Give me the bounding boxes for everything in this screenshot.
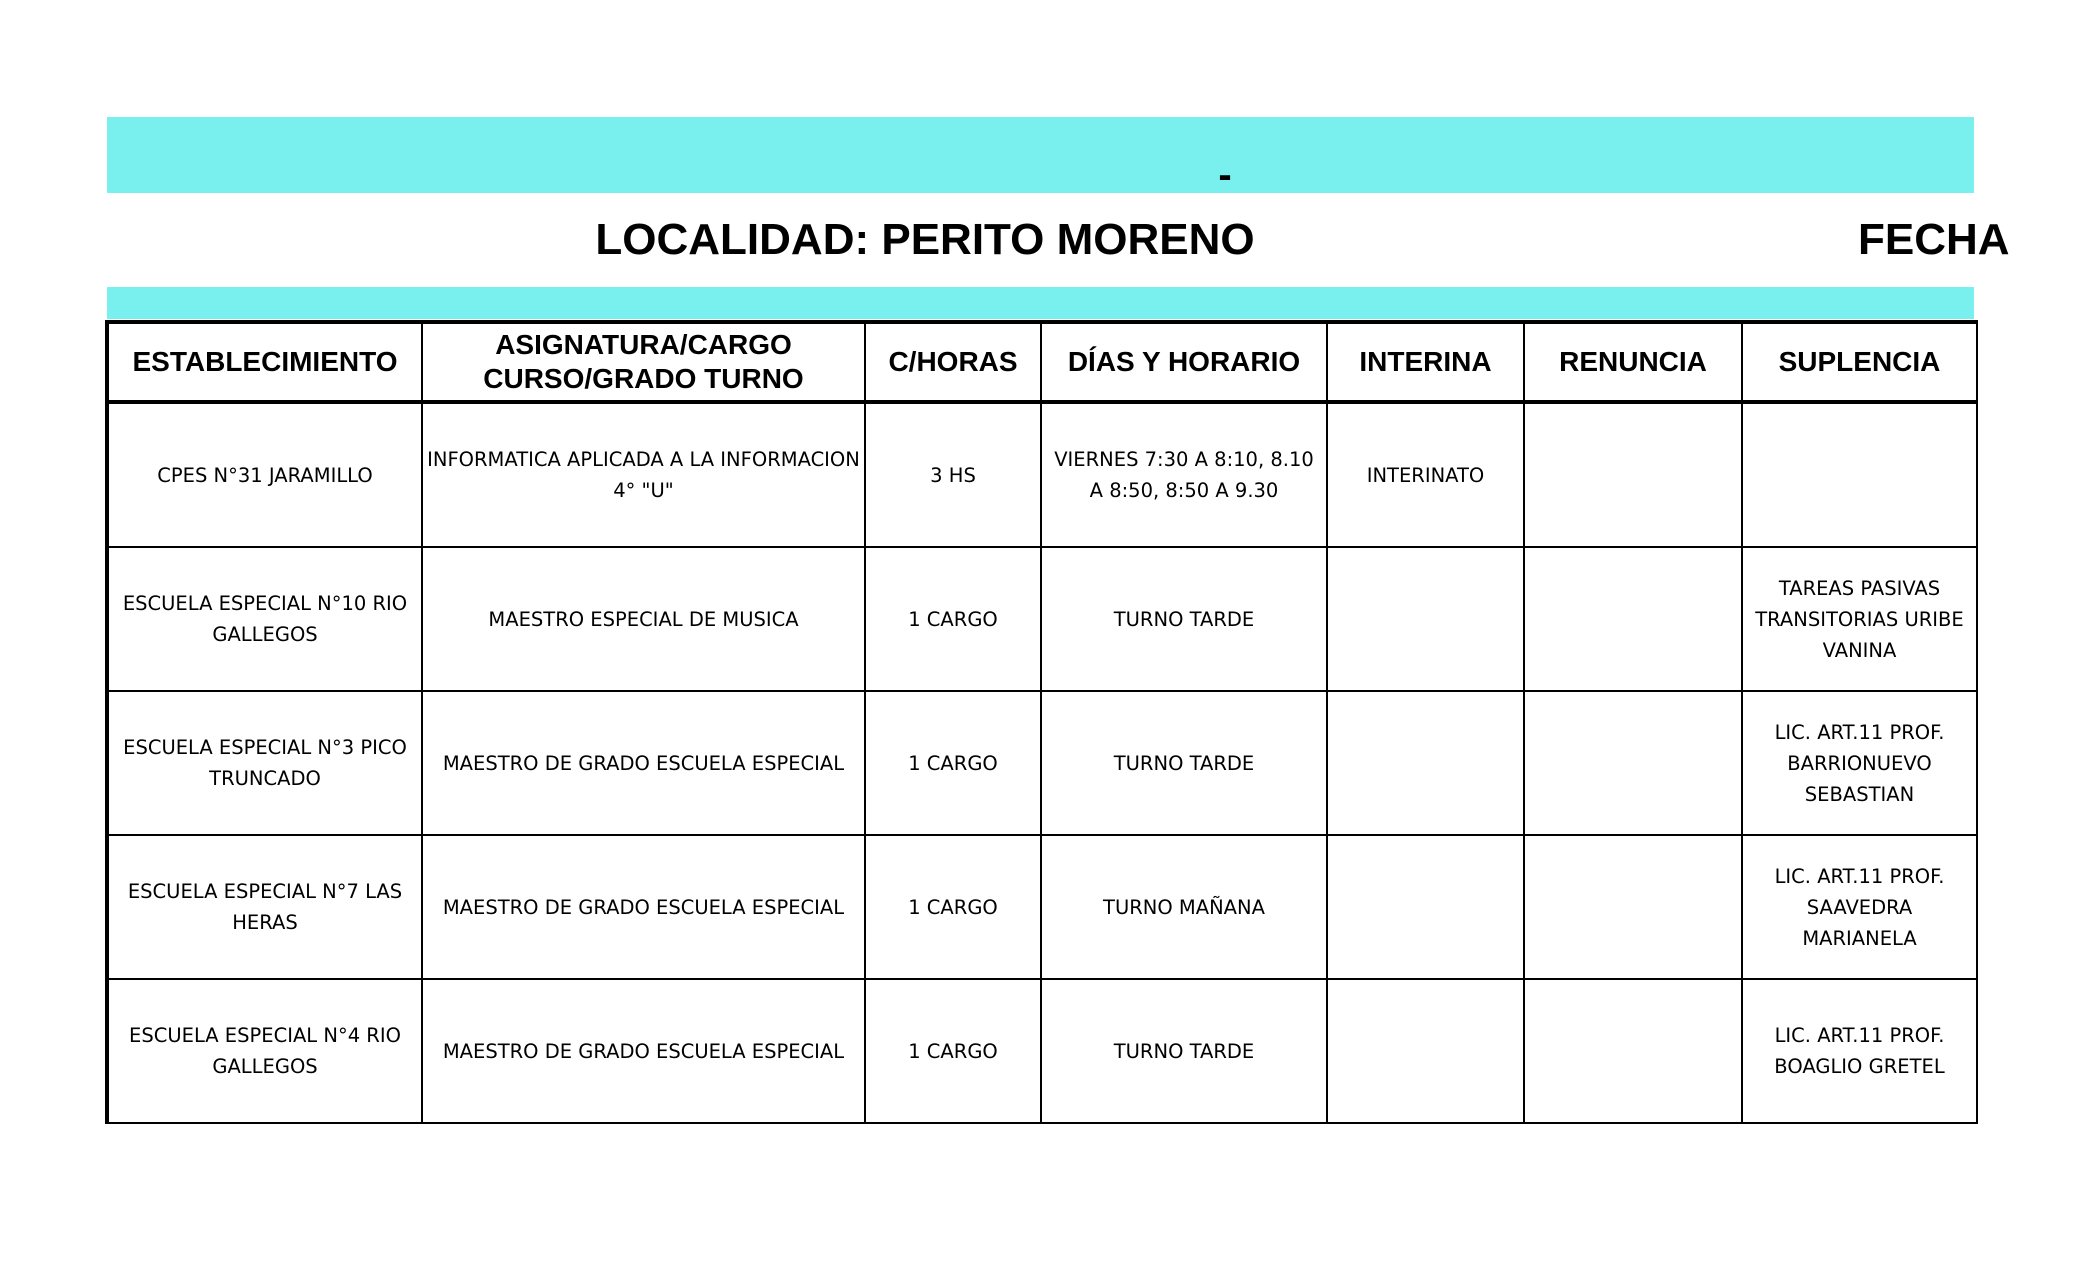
table-row xyxy=(107,402,1977,547)
cell-dias-horario: TURNO MAÑANA xyxy=(1041,835,1327,979)
cell-horas: 1 CARGO xyxy=(865,691,1041,835)
table-row xyxy=(107,979,1977,1123)
cell-establecimiento: ESCUELA ESPECIAL N°4 RIO GALLEGOS xyxy=(107,979,422,1123)
cell-dias-horario: TURNO TARDE xyxy=(1041,547,1327,691)
cell-horas: 1 CARGO xyxy=(865,979,1041,1123)
cell-renuncia xyxy=(1524,835,1742,979)
cell-establecimiento: CPES N°31 JARAMILLO xyxy=(107,402,422,547)
cell-renuncia xyxy=(1524,402,1742,547)
col-interina: INTERINA xyxy=(1327,322,1524,402)
cell-interina: INTERINATO xyxy=(1327,402,1524,547)
cell-renuncia xyxy=(1524,547,1742,691)
cell-dias-horario: TURNO TARDE xyxy=(1041,979,1327,1123)
cell-interina xyxy=(1327,835,1524,979)
col-dias-horario: DÍAS Y HORARIO xyxy=(1041,322,1327,402)
cell-interina xyxy=(1327,691,1524,835)
header-band-bottom xyxy=(107,287,1974,319)
col-asignatura: ASIGNATURA/CARGO CURSO/GRADO TURNO xyxy=(422,322,865,402)
table-row xyxy=(107,835,1977,979)
cell-suplencia: LIC. ART.11 PROF. BARRIONUEVO SEBASTIAN xyxy=(1742,691,1977,835)
col-establecimiento: ESTABLECIMIENTO xyxy=(107,322,422,402)
cell-suplencia: TAREAS PASIVAS TRANSITORIAS URIBE VANINA xyxy=(1742,547,1977,691)
cell-renuncia xyxy=(1524,979,1742,1123)
cell-dias-horario: TURNO TARDE xyxy=(1041,691,1327,835)
cell-renuncia xyxy=(1524,691,1742,835)
col-suplencia: SUPLENCIA xyxy=(1742,322,1977,402)
cell-asignatura: MAESTRO DE GRADO ESCUELA ESPECIAL xyxy=(422,691,865,835)
cell-asignatura: MAESTRO DE GRADO ESCUELA ESPECIAL xyxy=(422,979,865,1123)
cell-establecimiento: ESCUELA ESPECIAL N°10 RIO GALLEGOS xyxy=(107,547,422,691)
header-row xyxy=(107,322,1977,402)
header-band-top xyxy=(107,117,1974,193)
cell-asignatura: MAESTRO ESPECIAL DE MUSICA xyxy=(422,547,865,691)
cell-interina xyxy=(1327,547,1524,691)
cell-suplencia: LIC. ART.11 PROF. SAAVEDRA MARIANELA xyxy=(1742,835,1977,979)
cell-suplencia xyxy=(1742,402,1977,547)
cell-dias-horario: VIERNES 7:30 A 8:10, 8.10 A 8:50, 8:50 A 9.30 xyxy=(1041,402,1327,547)
col-horas: C/HORAS xyxy=(865,322,1041,402)
cell-asignatura: INFORMATICA APLICADA A LA INFORMACION 4° "U" xyxy=(422,402,865,547)
col-renuncia: RENUNCIA xyxy=(1524,322,1742,402)
table-row xyxy=(107,691,1977,835)
header-dash: - xyxy=(1218,153,1232,197)
cell-horas: 1 CARGO xyxy=(865,835,1041,979)
table-container xyxy=(105,320,1975,1130)
localidad-title: LOCALIDAD: PERITO MORENO xyxy=(595,215,1255,264)
cell-interina xyxy=(1327,979,1524,1123)
cell-asignatura: MAESTRO DE GRADO ESCUELA ESPECIAL xyxy=(422,835,865,979)
cell-establecimiento: ESCUELA ESPECIAL N°3 PICO TRUNCADO xyxy=(107,691,422,835)
cell-suplencia: LIC. ART.11 PROF. BOAGLIO GRETEL xyxy=(1742,979,1977,1123)
fecha-label: FECHA xyxy=(1858,215,2010,264)
cell-horas: 3 HS xyxy=(865,402,1041,547)
cell-establecimiento: ESCUELA ESPECIAL N°7 LAS HERAS xyxy=(107,835,422,979)
table-row xyxy=(107,547,1977,691)
positions-table xyxy=(105,320,1978,1124)
cell-horas: 1 CARGO xyxy=(865,547,1041,691)
